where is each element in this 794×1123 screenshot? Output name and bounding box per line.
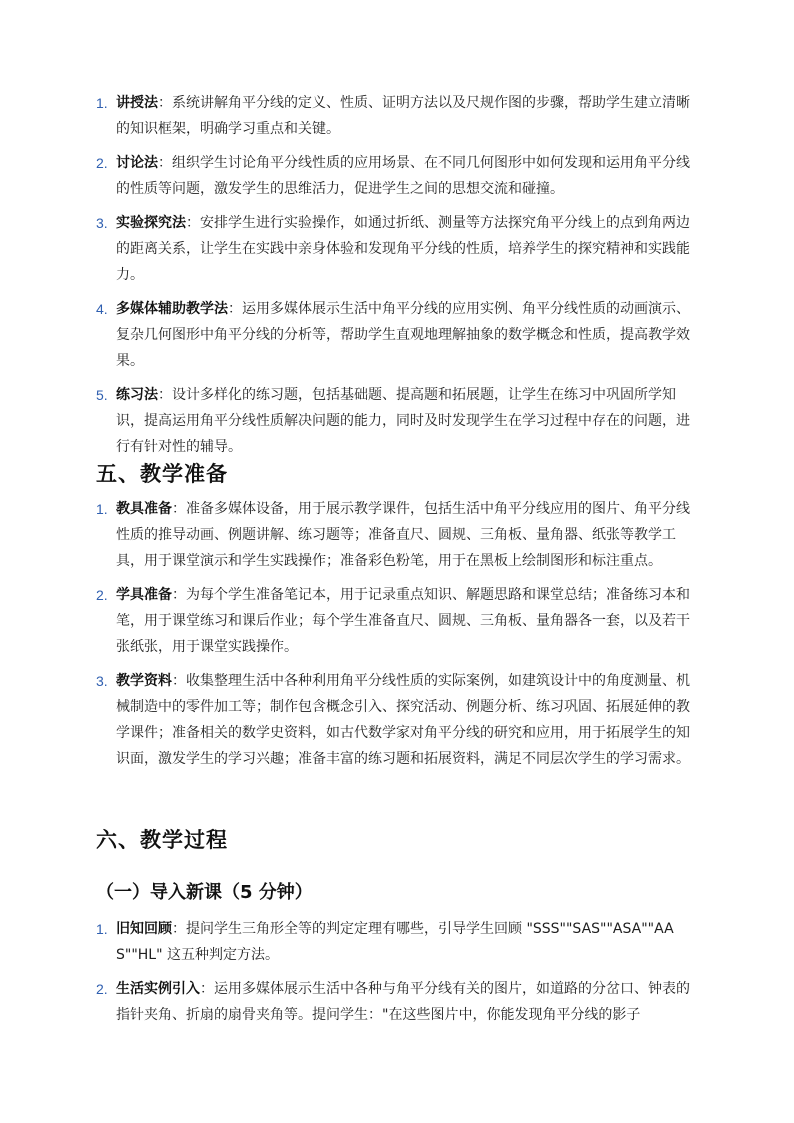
list-item: 2. 讨论法：组织学生讨论角平分线性质的应用场景、在不同几何图形中如何发现和运用角平分线的性质等问题，激发学生的思维活力，促进学生之间的思想交流和碰撞。 bbox=[96, 150, 696, 202]
list-item: 3. 实验探究法：安排学生进行实验操作，如通过折纸、测量等方法探究角平分线上的点到角两边的距离关系，让学生在实践中亲身体验和发现角平分线的性质，培养学生的探究精神和实践能力。 bbox=[96, 210, 696, 288]
list-number: 3. bbox=[96, 673, 108, 689]
section-heading: 六、教学过程 bbox=[96, 828, 228, 852]
item-text: 安排学生进行实验操作，如通过折纸、测量等方法探究角平分线上的点到角两边的距离关系，让学生在实践中亲身体验和发现角平分线的性质，培养学生的探究精神和实践能力。 bbox=[116, 215, 690, 283]
item-text: 组织学生讨论角平分线性质的应用场景、在不同几何图形中如何发现和运用角平分线的性质等问题，激发学生的思维活力，促进学生之间的思想交流和碰撞。 bbox=[116, 155, 690, 197]
item-title: 教具准备 bbox=[116, 501, 172, 517]
list-number: 5. bbox=[96, 387, 108, 403]
list-number: 1. bbox=[96, 95, 108, 111]
item-text: 运用多媒体展示生活中角平分线的应用实例、角平分线性质的动画演示、复杂几何图形中角平分线的分析等，帮助学生直观地理解抽象的数学概念和性质，提高教学效果。 bbox=[116, 301, 690, 369]
list-number: 3. bbox=[96, 215, 108, 231]
list-item: 1. 教具准备：准备多媒体设备，用于展示教学课件，包括生活中角平分线应用的图片、角平分线性质的推导动画、例题讲解、练习题等；准备直尺、圆规、三角板、量角器、纸张等教学工具，用于课堂演示和学生实践操作；准备彩色粉笔，用于在黑板上绘制图形和标注重点。 bbox=[96, 496, 696, 574]
list-item: 1. 旧知回顾：提问学生三角形全等的判定定理有哪些，引导学生回顾 "SSS""SAS""ASA""AAS""HL" 这五种判定方法。 bbox=[96, 916, 696, 968]
list-item: 2. 学具准备：为每个学生准备笔记本，用于记录重点知识、解题思路和课堂总结；准备练习本和笔，用于课堂练习和课后作业；每个学生准备直尺、圆规、三角板、量角器各一套，以及若干张纸张，用于课堂实践操作。 bbox=[96, 582, 696, 660]
list-item: 3. 教学资料：收集整理生活中各种利用角平分线性质的实际案例，如建筑设计中的角度测量、机械制造中的零件加工等；制作包含概念引入、探究活动、例题分析、练习巩固、拓展延伸的教学课件；准备相关的数学史资料，如古代数学家对角平分线的研究和应用，用于拓展学生的知识面，激发学生的学习兴趣；准备丰富的练习题和拓展资料，满足不同层次学生的学习需求。 bbox=[96, 668, 696, 772]
subsection-heading: （一）导入新课（5 分钟） bbox=[96, 882, 313, 903]
teaching-preparation-list bbox=[96, 496, 696, 780]
item-text: 运用多媒体展示生活中各种与角平分线有关的图片，如道路的分岔口、钟表的指针夹角、折扇的扇骨夹角等。提问学生："在这些图片中，你能发现角平分线的影子 bbox=[116, 981, 690, 1023]
item-title: 练习法 bbox=[116, 387, 158, 403]
item-text: 提问学生三角形全等的判定定理有哪些，引导学生回顾 "SSS""SAS""ASA""AAS""HL" 这五种判定方法。 bbox=[116, 921, 674, 963]
list-number: 2. bbox=[96, 587, 108, 603]
list-item: 5. 练习法：设计多样化的练习题，包括基础题、提高题和拓展题，让学生在练习中巩固所学知识，提高运用角平分线性质解决问题的能力，同时及时发现学生在学习过程中存在的问题，进行有针对性的辅导。 bbox=[96, 382, 696, 460]
item-title: 讨论法 bbox=[116, 155, 158, 171]
list-number: 4. bbox=[96, 301, 108, 317]
list-number: 2. bbox=[96, 155, 108, 171]
list-item: 4. 多媒体辅助教学法：运用多媒体展示生活中角平分线的应用实例、角平分线性质的动画演示、复杂几何图形中角平分线的分析等，帮助学生直观地理解抽象的数学概念和性质，提高教学效果。 bbox=[96, 296, 696, 374]
item-title: 多媒体辅助教学法 bbox=[116, 301, 228, 317]
item-text: 设计多样化的练习题，包括基础题、提高题和拓展题，让学生在练习中巩固所学知识，提高运用角平分线性质解决问题的能力，同时及时发现学生在学习过程中存在的问题，进行有针对性的辅导。 bbox=[116, 387, 690, 455]
list-item: 1. 讲授法：系统讲解角平分线的定义、性质、证明方法以及尺规作图的步骤，帮助学生建立清晰的知识框架，明确学习重点和关键。 bbox=[96, 90, 696, 142]
item-text: 收集整理生活中各种利用角平分线性质的实际案例，如建筑设计中的角度测量、机械制造中的零件加工等；制作包含概念引入、探究活动、例题分析、练习巩固、拓展延伸的教学课件；准备相关的数学史资料，如古代数学家对角平分线的研究和应用，用于拓展学生的知识面，激发学生的学习兴趣；准备丰富的练习题和拓展资料，满足不同层次学生的学习需求。 bbox=[116, 673, 690, 767]
item-text: 准备多媒体设备，用于展示教学课件，包括生活中角平分线应用的图片、角平分线性质的推导动画、例题讲解、练习题等；准备直尺、圆规、三角板、量角器、纸张等教学工具，用于课堂演示和学生实践操作；准备彩色粉笔，用于在黑板上绘制图形和标注重点。 bbox=[116, 501, 690, 569]
item-title: 学具准备 bbox=[116, 587, 172, 603]
section-heading: 五、教学准备 bbox=[96, 462, 228, 486]
list-number: 1. bbox=[96, 501, 108, 517]
item-title: 实验探究法 bbox=[116, 215, 186, 231]
list-number: 1. bbox=[96, 921, 108, 937]
list-item: 2. 生活实例引入：运用多媒体展示生活中各种与角平分线有关的图片，如道路的分岔口、钟表的指针夹角、折扇的扇骨夹角等。提问学生："在这些图片中，你能发现角平分线的影子 bbox=[96, 976, 696, 1028]
item-text: 为每个学生准备笔记本，用于记录重点知识、解题思路和课堂总结；准备练习本和笔，用于课堂练习和课后作业；每个学生准备直尺、圆规、三角板、量角器各一套，以及若干张纸张，用于课堂实践操作。 bbox=[116, 587, 690, 655]
item-title: 旧知回顾 bbox=[116, 921, 172, 937]
item-title: 讲授法 bbox=[116, 95, 158, 111]
introduction-list bbox=[96, 916, 696, 1036]
item-title: 生活实例引入 bbox=[116, 981, 200, 997]
item-title: 教学资料 bbox=[116, 673, 172, 689]
list-number: 2. bbox=[96, 981, 108, 997]
teaching-methods-list bbox=[96, 90, 696, 468]
item-text: 系统讲解角平分线的定义、性质、证明方法以及尺规作图的步骤，帮助学生建立清晰的知识框架，明确学习重点和关键。 bbox=[116, 95, 690, 137]
